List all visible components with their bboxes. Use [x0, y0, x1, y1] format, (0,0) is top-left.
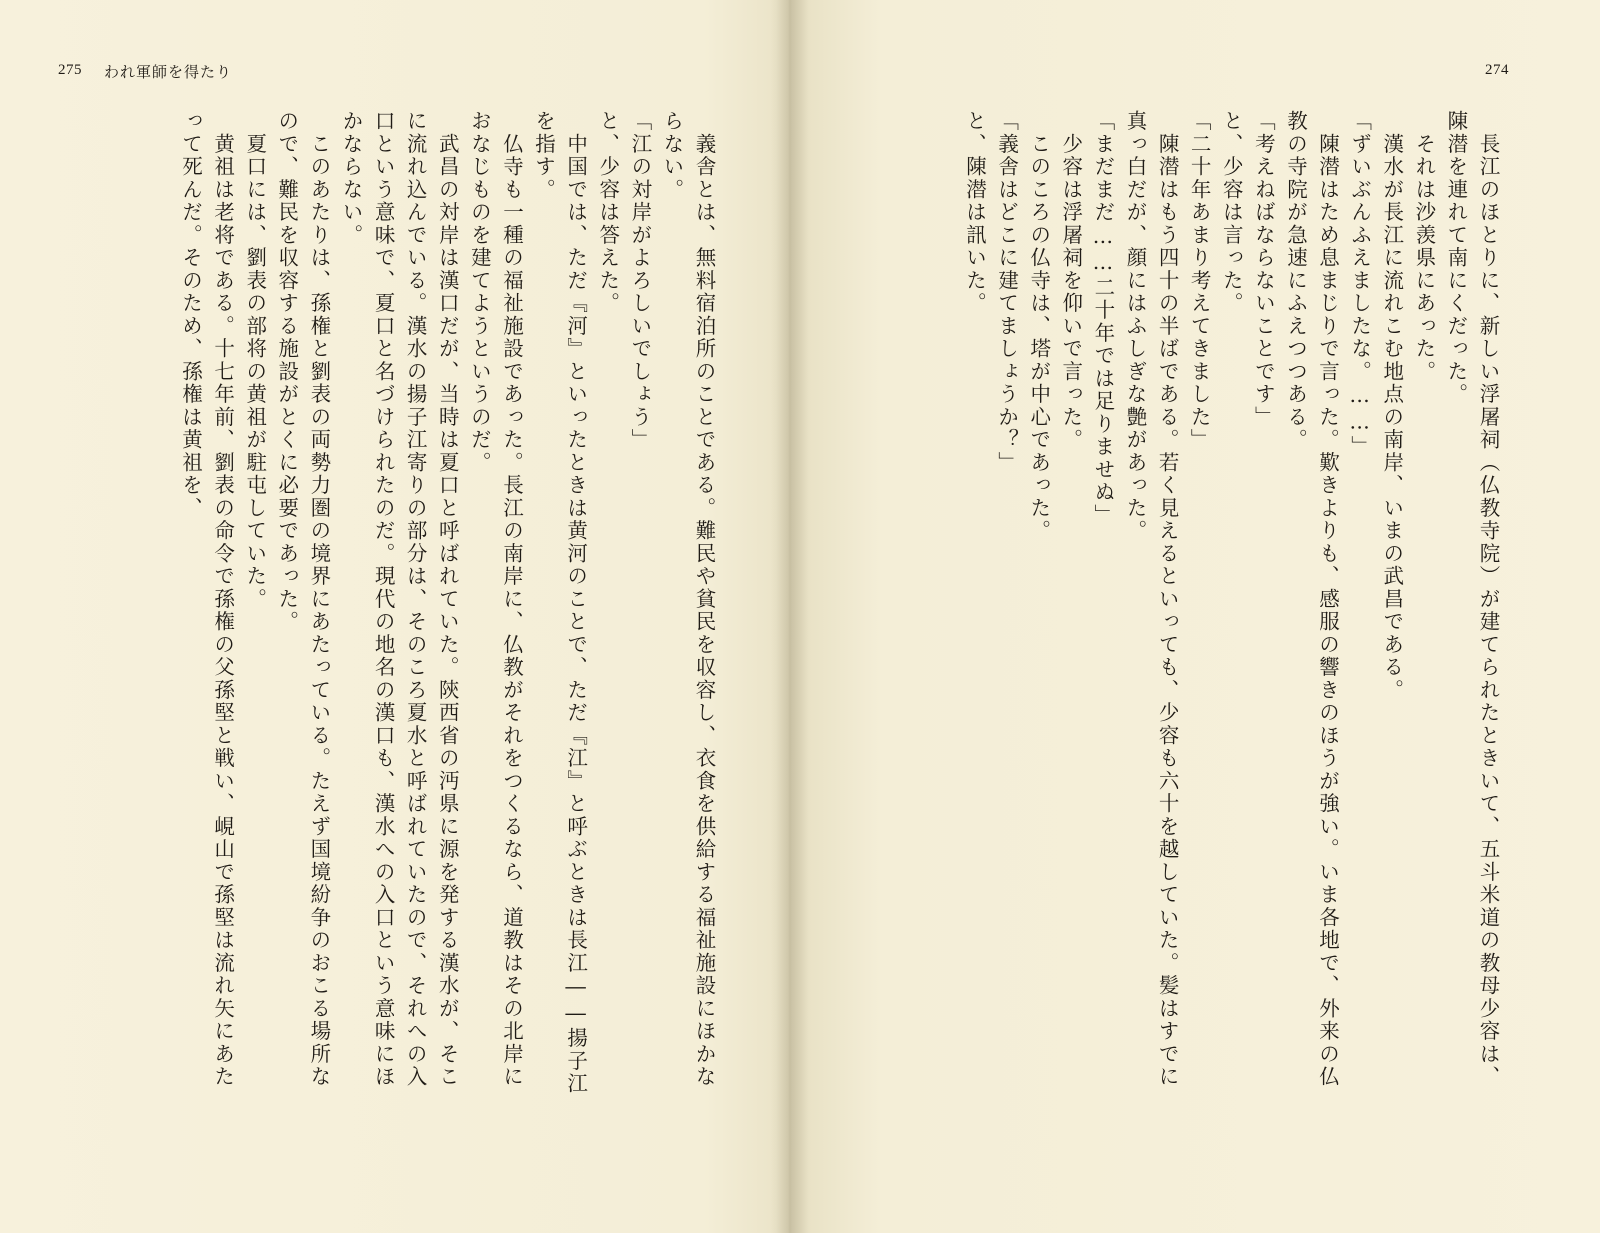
text-line: 「二十年あまり考えてきました」	[1187, 110, 1212, 452]
text-line: 長江のほとりに、新しい浮屠祠（仏教寺院）が建てられたときいて、五斗米道の教母少容は、	[1476, 110, 1500, 1089]
left-page-body	[52, 110, 720, 1160]
text-line: おなじものを建てようというのだ。	[467, 110, 492, 474]
text-line: それは沙羡県にあった。	[1411, 110, 1436, 383]
text-line: 「義舎はどこに建てましょうか？」	[994, 110, 1019, 474]
text-line: らない。	[659, 110, 684, 201]
text-line: 中国では、ただ『河』といったときは黄河のことで、ただ『江』と呼ぶときは長江――揚子江	[563, 110, 588, 1096]
text-line: 黄祖は老将である。十七年前、劉表の命令で孫権の父孫堅と戦い、峴山で孫堅は流れ矢にあた	[210, 110, 235, 1089]
text-line: このあたりは、孫権と劉表の両勢力圏の境界にあたっている。たえず国境紛争のおこる場所な	[306, 110, 331, 1089]
text-line: 陳潜はため息まじりで言った。歎きよりも、感服の響きのほうが強い。いま各地で、外来の仏	[1315, 110, 1340, 1089]
text-line: 「ずいぶんふえましたな。……」	[1347, 110, 1372, 459]
right-page-body	[844, 110, 1504, 1160]
text-line: かならない。	[338, 110, 363, 247]
text-line: って死んだ。そのため、孫権は黄祖を、	[178, 110, 203, 520]
text-line: 陳潜はもう四十の半ばである。若く見えるといっても、少容も六十を越していた。髪はすでに	[1155, 110, 1180, 1089]
page-number-left: 275	[58, 62, 82, 78]
text-line: 漢水が長江に流れこむ地点の南岸、いまの武昌である。	[1379, 110, 1404, 702]
text-line: 「まだまだ……二十年では足りませぬ」	[1090, 110, 1115, 527]
text-line: 教の寺院が急速にふえつつある。	[1283, 110, 1308, 452]
text-line: に流れ込んでいる。漢水の揚子江寄りの部分は、そのころ夏水と呼ばれていたので、それへの入	[403, 110, 428, 1089]
text-line: と、陳潜は訊いた。	[962, 110, 987, 315]
text-line: ので、難民を収容する施設がとくに必要であった。	[274, 110, 299, 634]
text-line: 口という意味で、夏口と名づけられたのだ。現代の地名の漢口も、漢水への入口という意味にほ	[371, 110, 396, 1089]
left-page	[0, 0, 790, 1233]
text-line: 仏寺も一種の福祉施設であった。長江の南岸に、仏教がそれをつくるなら、道教はその北岸に	[499, 110, 524, 1089]
text-line: 義舎とは、無料宿泊所のことである。難民や貧民を収容し、衣食を供給する福祉施設にほかな	[692, 110, 716, 1089]
page-number-right: 274	[1485, 62, 1509, 78]
text-line: と、少容は答えた。	[595, 110, 620, 315]
text-line: 「江の対岸がよろしいでしょう」	[627, 110, 652, 452]
text-line: 武昌の対岸は漢口だが、当時は夏口と呼ばれていた。陝西省の沔県に源を発する漢水が、そこ	[435, 110, 460, 1089]
running-head: われ軍師を得たり	[104, 63, 233, 81]
right-page	[790, 0, 1600, 1233]
text-line: このころの仏寺は、塔が中心であった。	[1026, 110, 1051, 543]
text-line: 夏口には、劉表の部将の黄祖が駐屯していた。	[242, 110, 267, 611]
text-line: 「考えねばならないことです」	[1251, 110, 1276, 429]
text-line: 少容は浮屠祠を仰いで言った。	[1058, 110, 1083, 452]
text-line: 真っ白だが、顔にはふしぎな艶があった。	[1122, 110, 1147, 543]
text-line: を指す。	[531, 110, 556, 201]
text-line: 陳潜を連れて南にくだった。	[1443, 110, 1468, 406]
text-line: と、少容は言った。	[1219, 110, 1244, 315]
